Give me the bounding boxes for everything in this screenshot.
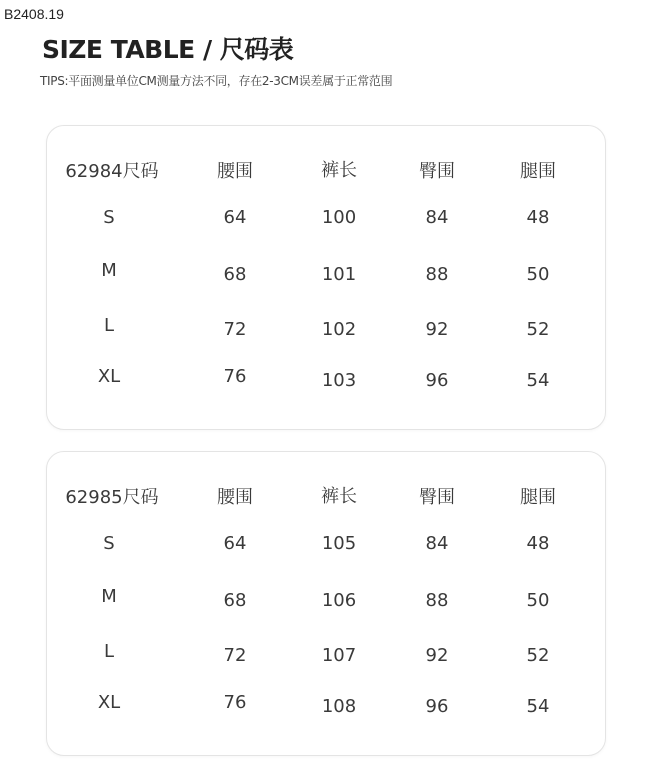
table-cell: 54 [526, 370, 550, 391]
table-cell: 54 [526, 696, 550, 717]
page-title: SIZE TABLE / 尺码表 [42, 35, 294, 64]
table-cell: 76 [223, 366, 247, 387]
table-cell: 100 [321, 207, 357, 228]
table-cell: 48 [526, 533, 550, 554]
table-header-cell: 62984尺码 [65, 161, 159, 182]
table-cell: 68 [223, 264, 247, 285]
table-header-cell: 裤长 [321, 486, 357, 507]
table-cell: 102 [321, 319, 357, 340]
table-cell: 96 [425, 696, 449, 717]
table-cell: 105 [321, 533, 357, 554]
table-cell: 84 [425, 207, 449, 228]
table-cell: S [103, 533, 115, 554]
product-code: B2408.19 [4, 6, 64, 22]
table-header-cell: 腿围 [520, 161, 556, 182]
table-cell: 72 [223, 319, 247, 340]
table-cell: L [103, 315, 115, 336]
table-cell: XL [97, 692, 121, 713]
table-cell: 106 [321, 590, 357, 611]
table-cell: 103 [321, 370, 357, 391]
tips-text: TIPS:平面测量单位CM测量方法不同，存在2-3CM误差属于正常范围 [40, 74, 393, 88]
table-cell: 84 [425, 533, 449, 554]
table-header-cell: 腰围 [217, 487, 253, 508]
table-cell: 72 [223, 645, 247, 666]
table-cell: M [101, 586, 117, 607]
table-cell: 92 [425, 645, 449, 666]
table-cell: 96 [425, 370, 449, 391]
table-header-cell: 62985尺码 [65, 487, 159, 508]
table-header-cell: 臀围 [419, 161, 455, 182]
table-cell: 64 [223, 533, 247, 554]
table-cell: 52 [526, 645, 550, 666]
table-header-cell: 臀围 [419, 487, 455, 508]
table-cell: S [103, 207, 115, 228]
table-cell: 50 [526, 590, 550, 611]
table-cell: 107 [321, 645, 357, 666]
table-header-cell: 腿围 [520, 487, 556, 508]
size-table-card [46, 451, 606, 756]
table-cell: 76 [223, 692, 247, 713]
table-cell: XL [97, 366, 121, 387]
table-cell: 52 [526, 319, 550, 340]
table-cell: 64 [223, 207, 247, 228]
table-header-cell: 裤长 [321, 160, 357, 181]
table-cell: L [103, 641, 115, 662]
table-cell: M [101, 260, 117, 281]
table-header-cell: 腰围 [217, 161, 253, 182]
table-cell: 88 [425, 264, 449, 285]
table-cell: 88 [425, 590, 449, 611]
size-table-card [46, 125, 606, 430]
table-cell: 101 [321, 264, 357, 285]
table-cell: 92 [425, 319, 449, 340]
table-cell: 50 [526, 264, 550, 285]
table-cell: 108 [321, 696, 357, 717]
table-cell: 68 [223, 590, 247, 611]
table-cell: 48 [526, 207, 550, 228]
